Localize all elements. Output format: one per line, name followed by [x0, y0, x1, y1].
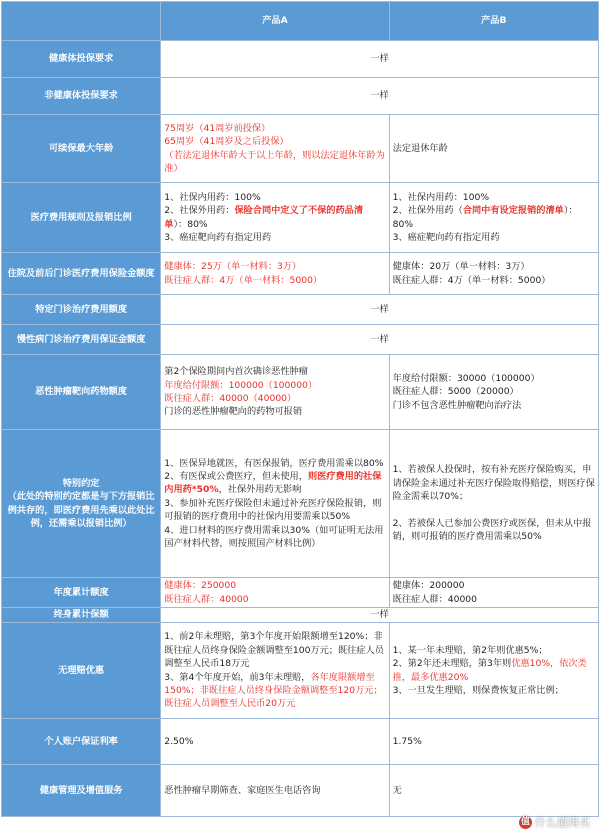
no-claim-a-line: 1、前2年未理赔，第3个年度开始限额增至120%；非既往症人员终身保险金额调整至100万元；既往症人员调整至人民币18万元 [164, 630, 385, 670]
reimb-b-line: 2、社保外用药（合同中有设定报销的清单）：80% [393, 204, 595, 231]
label-reimb: 医疗费用规则及报销比例 [2, 183, 161, 253]
annual-a-line: 健康体：250000 [164, 579, 385, 592]
value-targeted-drug-a [161, 355, 389, 430]
value-targeted-drug-b [389, 355, 598, 430]
inpatient-b-line: 健康体：20万（单一材料：3万） [393, 260, 595, 273]
value-max-age-b: 法定退休年龄 [389, 115, 598, 183]
row-reimb [2, 183, 599, 253]
label-services: 健康管理及增值服务 [2, 765, 161, 817]
special-a-line: 2、有医保或公费医疗，但未使用，则医疗费用的社保内用药*50%，社保外用药无影响 [164, 470, 385, 497]
value-interest-b: 1.75% [389, 719, 598, 765]
label-lifetime-total: 终身累计保额 [2, 608, 161, 623]
special-a-highlight: 则医疗费用的社保内用药*50% [164, 471, 381, 495]
special-a-line: 1、医保异地就医，有医保报销，医疗费用需乘以80% [164, 457, 385, 470]
no-claim-b-line: 3、一旦发生理赔，则保费恢复正常比例； [393, 684, 595, 697]
annual-b-line: 健康体：200000 [393, 579, 595, 592]
targeted-b-line: 既往症人群：5000（20000） [393, 385, 595, 398]
reimb-a-line: 2、社保外用药：保险合同中定义了不保的药品清单）：80% [164, 204, 385, 231]
smzdm-logo-icon: 值 [519, 816, 532, 829]
value-max-age-a [161, 115, 389, 183]
annual-a-line: 既往症人群：40000 [164, 593, 385, 606]
value-no-claim-b [389, 623, 598, 719]
targeted-a-line: 年度给付限额：100000（100000） [164, 379, 385, 392]
label-targeted-drug: 恶性肿瘤靶向药物额度 [2, 355, 161, 430]
label-health-req: 健康体投保要求 [2, 41, 161, 78]
row-services [2, 765, 599, 817]
row-max-age [2, 115, 599, 183]
annual-b-line: 既往症人群：40000 [393, 593, 595, 606]
label-no-claim: 无理赔优惠 [2, 623, 161, 719]
value-special-b [389, 430, 598, 578]
value-nonhealth-req: 一样 [161, 78, 599, 115]
value-services-a: 恶性肿瘤早期筛查、家庭医生电话咨询 [161, 765, 389, 817]
max-age-a-line: （若法定退休年龄大于以上年龄，则以法定退休年龄为准） [164, 149, 385, 176]
targeted-a-line: 门诊的恶性肿瘤靶向的药物可报销 [164, 405, 385, 418]
reimb-b-line: 1、社保内用药：100% [393, 191, 595, 204]
label-annual-total: 年度累计额度 [2, 578, 161, 608]
row-health-req [2, 41, 599, 78]
reimb-a-highlight: 保险合同中定义了不保的药品清单 [164, 205, 363, 229]
no-claim-b-highlight: 优惠10%，依次类推，最多优惠20% [393, 658, 587, 682]
reimb-b-highlight: 合同中有设定报销的清单 [463, 205, 564, 216]
targeted-b-line: 年度给付限额：30000（100000） [393, 372, 595, 385]
value-health-req: 一样 [161, 41, 599, 78]
special-a-line: 3、参加补充医疗保险但未通过补充医疗保险报销，则可报销的医疗费用中的社保内用要需乘以50% [164, 497, 385, 524]
watermark-text: 什么值得买 [535, 814, 590, 830]
row-targeted-drug [2, 355, 599, 430]
value-special-a [161, 430, 389, 578]
value-reimb-b [389, 183, 598, 253]
value-annual-total-a [161, 578, 389, 608]
special-a-line: 4、进口材料的医疗费用需乘以30%（如可证明无法用国产材料代替，则按照国产材料比例） [164, 524, 385, 551]
inpatient-b-line: 既往症人群：4万（单一材料：5000） [393, 274, 595, 287]
targeted-a-line: 第2个保险期间内首次确诊恶性肿瘤 [164, 365, 385, 378]
value-inpatient-a [161, 253, 389, 295]
no-claim-b-line: 2、第2年还未理赔，第3年则优惠10%，依次类推，最多优惠20% [393, 657, 595, 684]
value-lifetime-total: 一样 [161, 608, 599, 623]
row-annual-total [2, 578, 599, 608]
label-chronic-outpatient: 慢性病门诊治疗费用保证金额度 [2, 325, 161, 355]
inpatient-a-line: 既往症人群：4万（单一材料：5000） [164, 274, 385, 287]
value-reimb-a [161, 183, 389, 253]
max-age-a-line: 65周岁（41周岁及之后投保） [164, 135, 385, 148]
label-inpatient: 住院及前后门诊医疗费用保险金额度 [2, 253, 161, 295]
value-inpatient-b [389, 253, 598, 295]
value-special-outpatient: 一样 [161, 295, 599, 325]
label-special: 特别约定 （此处的特别约定都是与下方报销比例共存的，即医疗费用先乘以此处比例，还需乘以报销比例） [2, 430, 161, 578]
row-special [2, 430, 599, 578]
reimb-b-line: 3、癌症靶向药有指定用药 [393, 231, 595, 244]
inpatient-a-line: 健康体：25万（单一材料：3万） [164, 260, 385, 273]
value-annual-total-b [389, 578, 598, 608]
row-lifetime-total [2, 608, 599, 623]
special-b-line: 1、若被保人投保时，按有补充医疗保险购买，申请保险金未通过补充医疗保险取得赔偿，则医疗保险金需乘以70%； [393, 463, 595, 503]
label-special-outpatient: 特定门诊治疗费用额度 [2, 295, 161, 325]
value-chronic-outpatient: 一样 [161, 325, 599, 355]
no-claim-a-line: 3、第4个年度开始，前3年未理赔，各年度限额增至150%；非既往症人员终身保险金额调整至120万元；既往症人员调整至人民币20万元 [164, 671, 385, 711]
row-chronic-outpatient [2, 325, 599, 355]
row-inpatient [2, 253, 599, 295]
value-no-claim-a [161, 623, 389, 719]
no-claim-b-line: 1、某一年未理赔，第2年则优惠5%； [393, 644, 595, 657]
special-b-line: 2、若被保人已参加公费医疗或医保，但未从中报销，则可报销的医疗费用需乘以50% [393, 517, 595, 544]
row-interest [2, 719, 599, 765]
row-special-outpatient [2, 295, 599, 325]
targeted-b-line: 门诊不包含恶性肿瘤靶向治疗法 [393, 399, 595, 412]
label-interest: 个人账户保证利率 [2, 719, 161, 765]
value-services-b: 无 [389, 765, 598, 817]
row-nonhealth-req [2, 78, 599, 115]
header-row [2, 2, 599, 41]
header-product-a: 产品A [161, 2, 389, 41]
targeted-a-line: 既往症人群：40000（40000） [164, 392, 385, 405]
watermark [519, 814, 590, 830]
header-product-b: 产品B [389, 2, 598, 41]
reimb-a-line: 3、癌症靶向药有指定用药 [164, 231, 385, 244]
no-claim-a-highlight: 各年度限额增至150%；非既往症人员终身保险金额调整至120万元；既往症人员调整至人民币20万元 [164, 672, 382, 710]
reimb-a-line: 1、社保内用药：100% [164, 191, 385, 204]
comparison-table [1, 1, 599, 817]
label-nonhealth-req: 非健康体投保要求 [2, 78, 161, 115]
value-interest-a: 2.50% [161, 719, 389, 765]
max-age-a-line: 75周岁（41周岁前投保） [164, 122, 385, 135]
row-no-claim [2, 623, 599, 719]
label-max-age: 可续保最大年龄 [2, 115, 161, 183]
corner-cell [2, 2, 161, 41]
